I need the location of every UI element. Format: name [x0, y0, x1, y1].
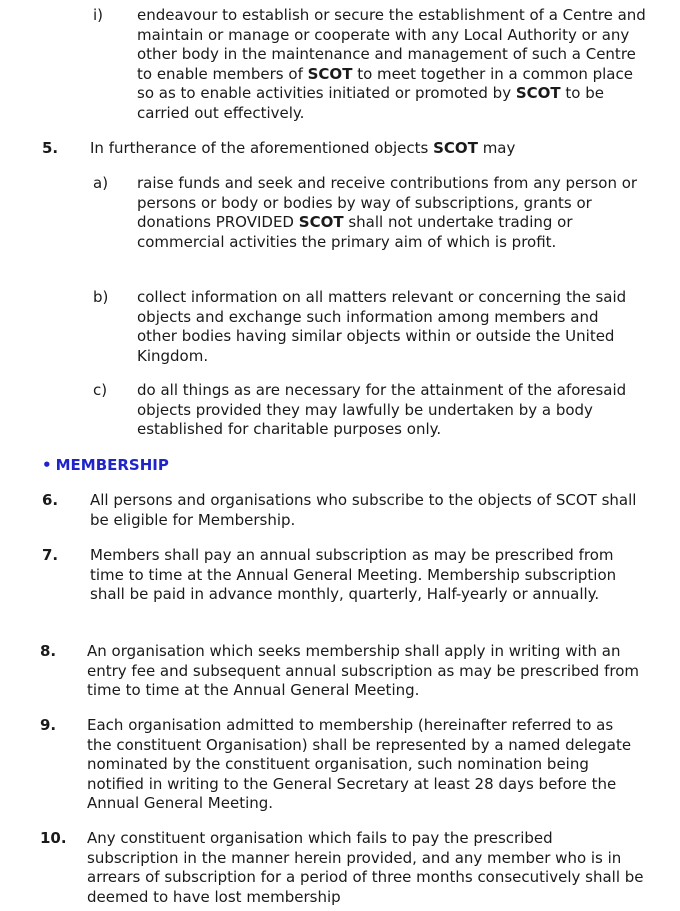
clause-5-pre: In furtherance of the aforementioned objects [90, 139, 434, 157]
item-a-org: SCOT [298, 213, 344, 231]
clause-10-number: 10. [40, 829, 67, 847]
item-a-text [137, 174, 642, 252]
bullet-icon: • [42, 456, 52, 474]
clause-6-text: All persons and organisations who subscribe to the objects of SCOT shall be eligible for Membership. [90, 491, 637, 529]
clause-9-number: 9. [40, 716, 57, 734]
item-i-text [137, 6, 652, 123]
item-i-org-1: SCOT [307, 64, 353, 83]
item-a-post: shall not undertake trading or commercial activities the primary aim of which is profit. [137, 213, 573, 251]
item-i-label: i) [93, 6, 104, 24]
clause-6-number: 6. [42, 491, 59, 509]
clause-8-text: An organisation which seeks membership shall apply in writing with an entry fee and subsequent annual subscription as may be prescribed from time to time at the Annual General Meeting. [87, 642, 639, 699]
item-i-pre: endeavour to establish or secure the establishment of a Centre and maintain or manage or cooperate with any Local Authority or any other body in the maintenance and management of such a Centre to enable members of [137, 6, 646, 83]
clause-9-text: Each organisation admitted to membership (hereinafter referred to as the constituent Organisation) shall be represented by a named delegate nominated by the constituent organisation, such nomination being notified in writing to the General Secretary at least 28 days before the Annual General Meeting. [87, 716, 632, 812]
item-c-label: c) [93, 381, 108, 399]
clause-5-post: may [477, 139, 516, 157]
item-a-pre: raise funds and seek and receive contributions from any person or persons or body or bodies by way of subscriptions, grants or donations PROVIDED [137, 174, 638, 231]
clause-7-number: 7. [42, 546, 59, 564]
item-i-post: to be carried out effectively. [137, 84, 605, 122]
membership-heading-text: MEMBERSHIP [55, 456, 169, 474]
clause-7-text: Members shall pay an annual subscription as may be prescribed from time to time at the Annual General Meeting. Membership subscription shall be paid in advance monthly, quarterly, Half-yearly or annually. [90, 546, 617, 603]
clause-5-text [90, 139, 665, 159]
clause-8-number: 8. [40, 642, 57, 660]
clause-5-org: SCOT [433, 139, 478, 157]
item-i-mid: to meet together in a common place so as to enable activities initiated or promoted by [137, 64, 633, 102]
item-a-label: a) [93, 174, 109, 192]
item-i-org-2: SCOT [515, 84, 561, 102]
membership-heading [42, 456, 169, 476]
item-c-text: do all things as are necessary for the attainment of the aforesaid objects provided they may lawfully be undertaken by a body established for charitable purposes only. [137, 381, 627, 438]
item-b-label: b) [93, 288, 109, 306]
clause-10-text: Any constituent organisation which fails to pay the prescribed subscription in the manner herein provided, and any member who is in arrears of subscription for a period of three months consecutively shall be deemed to have lost membership [87, 829, 644, 906]
item-b-text: collect information on all matters relevant or concerning the said objects and exchange such information among members and other bodies having similar objects within or outside the United Kingdom. [137, 288, 627, 365]
clause-5-number: 5. [42, 139, 59, 157]
